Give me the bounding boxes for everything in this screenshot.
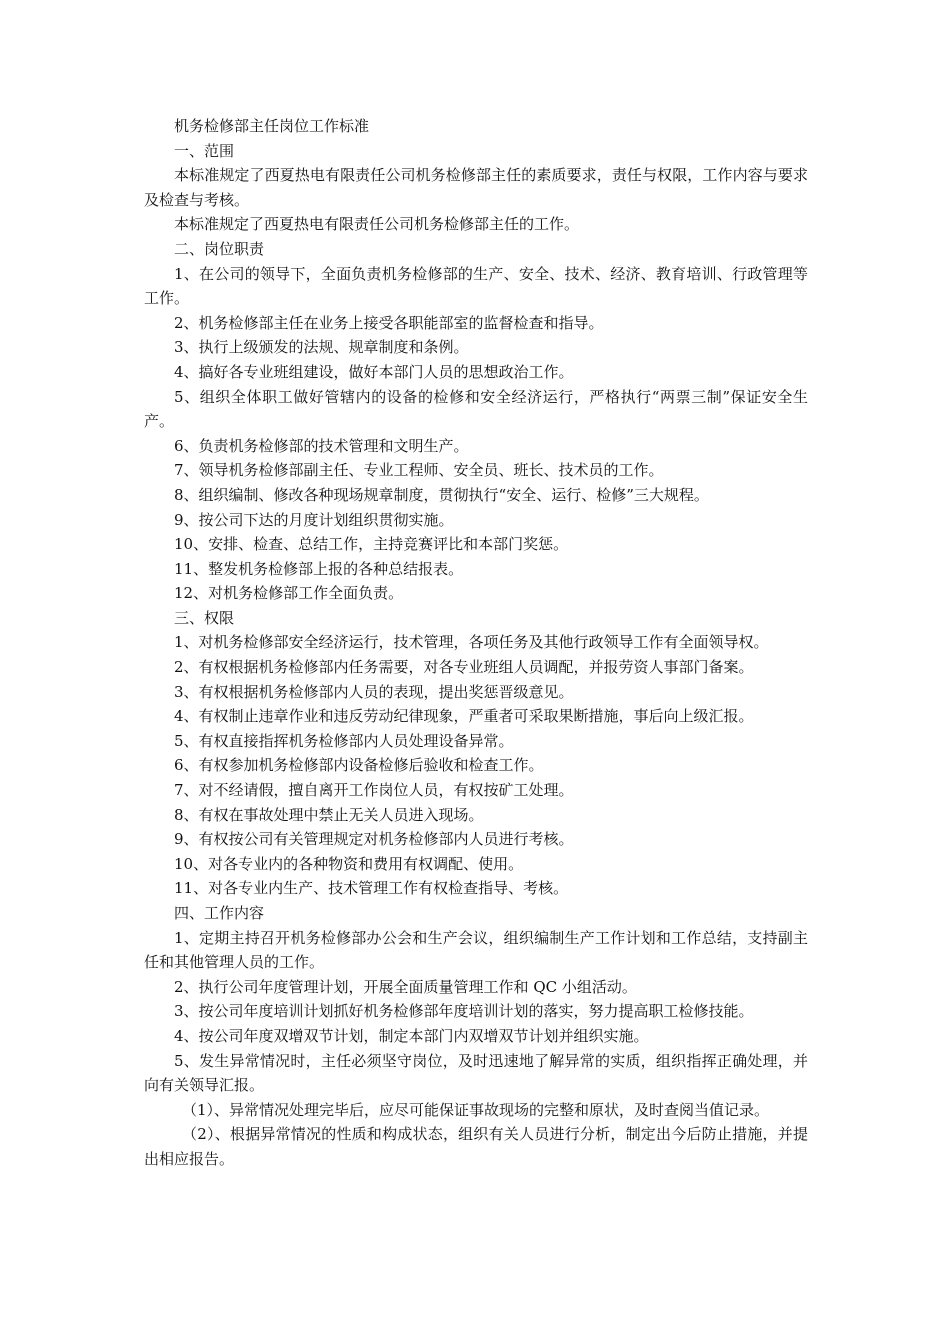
paragraph: 11、整发机务检修部上报的各种总结报表。 xyxy=(174,559,464,578)
paragraph: 5、有权直接指挥机务检修部内人员处理设备异常。 xyxy=(174,731,514,750)
document-title: 机务检修部主任岗位工作标准 xyxy=(174,117,370,135)
paragraph: （1）、异常情况处理完毕后，应尽可能保证事故现场的完整和原状，及时查阅当值记录。 xyxy=(182,1100,770,1119)
paragraph: 6、负责机务检修部的技术管理和文明生产。 xyxy=(174,436,469,455)
paragraph: 2、执行公司年度管理计划，开展全面质量管理工作和 QC 小组活动。 xyxy=(174,977,637,996)
paragraph: 四、工作内容 xyxy=(174,904,265,922)
paragraph: 10、安排、检查、总结工作，主持竞赛评比和本部门奖惩。 xyxy=(174,535,569,554)
paragraph: 5、组织全体职工做好管辖内的设备的检修和安全经济运行，严格执行“两票三制”保证安全生产。 xyxy=(144,387,808,431)
document-body xyxy=(144,114,808,1172)
paragraph: 10、对各专业内的各种物资和费用有权调配、使用。 xyxy=(174,854,524,873)
paragraph: 4、搞好各专业班组建设，做好本部门人员的思想政治工作。 xyxy=(174,362,574,381)
paragraph: 2、有权根据机务检修部内任务需要，对各专业班组人员调配，并报劳资人事部门备案。 xyxy=(174,658,754,677)
paragraph: 9、按公司下达的月度计划组织贯彻实施。 xyxy=(174,510,454,529)
paragraph: 二、岗位职责 xyxy=(174,239,265,258)
paragraph: 1、定期主持召开机务检修部办公会和生产会议，组织编制生产工作计划和工作总结，支持副主任和其他管理人员的工作。 xyxy=(144,928,808,972)
paragraph: 8、有权在事故处理中禁止无关人员进入现场。 xyxy=(174,805,484,824)
paragraph: 7、领导机务检修部副主任、专业工程师、安全员、班长、技术员的工作。 xyxy=(174,461,664,480)
paragraph: 9、有权按公司有关管理规定对机务检修部内人员进行考核。 xyxy=(174,830,574,849)
paragraph: 7、对不经请假，擅自离开工作岗位人员，有权按矿工处理。 xyxy=(174,781,574,800)
paragraph: （2）、根据异常情况的性质和构成状态，组织有关人员进行分析，制定出今后防止措施，并提出相应报告。 xyxy=(144,1125,808,1168)
paragraph: 三、权限 xyxy=(174,608,235,627)
paragraph-list xyxy=(144,139,808,1172)
paragraph: 4、按公司年度双增双节计划，制定本部门内双增双节计划并组织实施。 xyxy=(174,1026,649,1045)
paragraph: 12、对机务检修部工作全面负责。 xyxy=(174,584,404,603)
paragraph: 3、有权根据机务检修部内人员的表现，提出奖惩晋级意见。 xyxy=(174,682,574,701)
paragraph: 11、对各专业内生产、技术管理工作有权检查指导、考核。 xyxy=(174,879,569,898)
paragraph: 一、范围 xyxy=(174,141,235,160)
paragraph: 1、对机务检修部安全经济运行，技术管理，各项任务及其他行政领导工作有全面领导权。 xyxy=(174,633,769,652)
paragraph: 1、在公司的领导下，全面负责机务检修部的生产、安全、技术、经济、教育培训、行政管理等工作。 xyxy=(144,264,808,308)
paragraph: 6、有权参加机务检修部内设备检修后验收和检查工作。 xyxy=(174,756,544,775)
paragraph: 4、有权制止违章作业和违反劳动纪律现象，严重者可采取果断措施，事后向上级汇报。 xyxy=(174,707,754,726)
paragraph: 5、发生异常情况时，主任必须坚守岗位，及时迅速地了解异常的实质，组织指挥正确处理，并向有关领导汇报。 xyxy=(144,1051,808,1095)
paragraph: 3、执行上级颁发的法规、规章制度和条例。 xyxy=(174,338,469,357)
paragraph: 本标准规定了西夏热电有限责任公司机务检修部主任的素质要求，责任与权限，工作内容与要求及检查与考核。 xyxy=(144,166,808,209)
paragraph: 8、组织编制、修改各种现场规章制度，贯彻执行“安全、运行、检修”三大规程。 xyxy=(174,485,709,504)
paragraph: 本标准规定了西夏热电有限责任公司机务检修部主任的工作。 xyxy=(174,215,580,234)
paragraph: 3、按公司年度培训计划抓好机务检修部年度培训计划的落实，努力提高职工检修技能。 xyxy=(174,1002,754,1021)
paragraph: 2、机务检修部主任在业务上接受各职能部室的监督检查和指导。 xyxy=(174,313,604,332)
